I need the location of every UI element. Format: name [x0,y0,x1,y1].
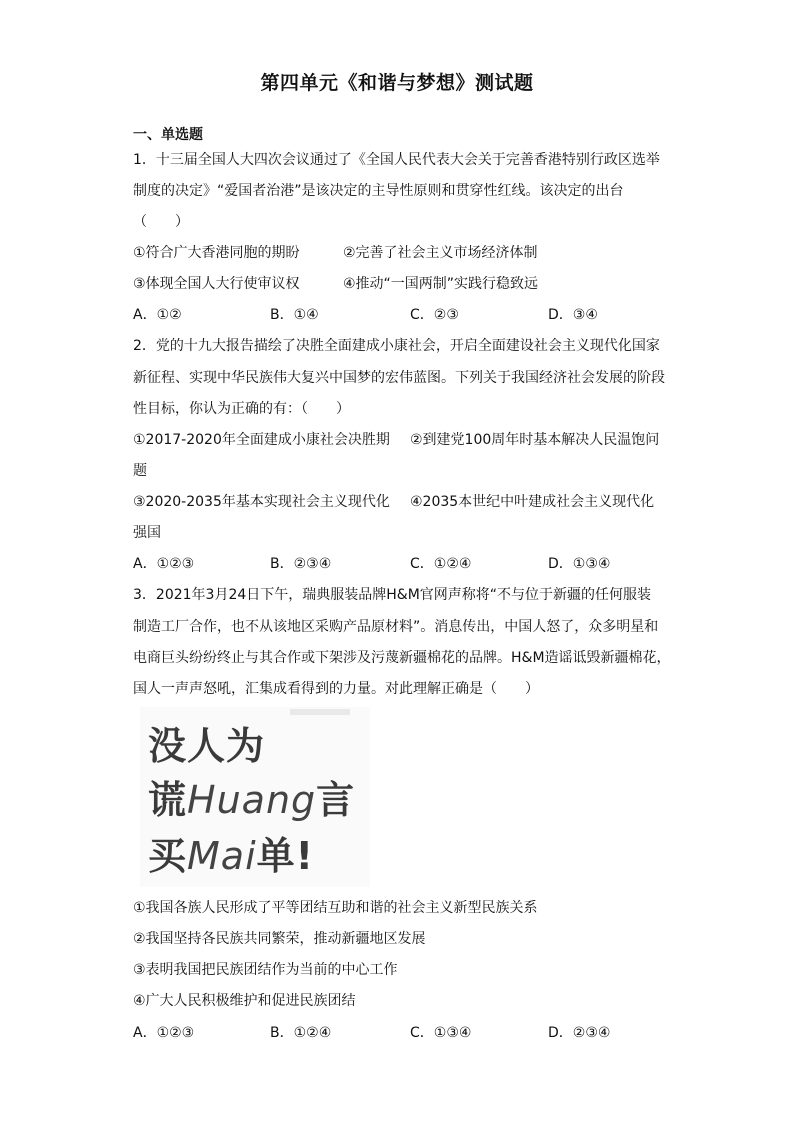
q2-choice-d: D．①③④ [548,556,611,572]
q2-choice-b: B．②③④ [270,556,332,572]
q1-item: ④推动“一国两制”实践行稳致远 [343,276,539,292]
section-heading: 一、单选题 [133,127,203,143]
q3-choice-a: A．①②③ [133,1025,195,1041]
q1-stem-line: （ ） [133,214,189,230]
slogan-line-2 [148,769,355,824]
slogan-line-3-latin: Mai [187,834,257,878]
q2-item: ④2035本世纪中叶建成社会主义现代化 [410,494,655,510]
image-smudge [290,709,350,715]
q1-item: ③体现全国人大行使审议权 [133,276,300,292]
q3-item: ①我国各族人民形成了平等团结互助和谐的社会主义新型民族关系 [133,900,538,916]
q3-choice-b: B．①②④ [270,1025,332,1041]
q2-item: ②到建党100周年时基本解决人民温饱问 [410,432,660,448]
q1-item: ②完善了社会主义市场经济体制 [343,245,538,261]
q1-choice-b: B．①④ [270,307,319,323]
q3-stem-line: 电商巨头纷纷终止与其合作或下架涉及污蔑新疆棉花的品牌。H&M造谣诋毁新疆棉花， [133,650,671,666]
q2-stem-line: 新征程、实现中华民族伟大复兴中国梦的宏伟蓝图。下列关于我国经济社会发展的阶段 [133,370,665,386]
q2-stem-line: 性目标，你认为正确的有：（ ） [133,401,350,417]
q3-stem-line: 国人一声声怒吼，汇集成看得到的力量。对此理解正确是（ ） [133,681,539,697]
q2-item-continuation: 题 [133,463,147,479]
slogan-line-1: 没人为 [148,724,266,768]
slogan-line-3-cn-1: 买 [148,834,188,878]
q1-choice-a: A．①② [133,307,182,323]
q2-choice-a: A．①②③ [133,556,195,572]
q3-item: ④广大人民积极维护和促进民族团结 [133,993,356,1009]
q2-choice-c: C．①②④ [410,556,472,572]
q1-choice-d: D．③④ [548,307,598,323]
q1-choice-c: C．②③ [410,307,459,323]
slogan-line-3 [148,825,314,880]
q3-choice-c: C．①③④ [410,1025,472,1041]
q3-choice-d: D．②③④ [548,1025,611,1041]
slogan-line-2-cn-2: 言 [316,778,356,822]
page-title: 第四单元《和谐与梦想》测试题 [260,72,534,94]
q3-item: ③表明我国把民族团结作为当前的中心工作 [133,962,398,978]
q2-stem-line: 2．党的十九大报告描绘了决胜全面建成小康社会，开启全面建设社会主义现代化国家 [133,338,660,354]
slogan-line-2-latin: Huang [187,778,317,822]
q1-item: ①符合广大香港同胞的期盼 [133,245,300,261]
q2-item: ①2017-2020年全面建成小康社会决胜期 [133,432,390,448]
q1-stem-line: 1．十三届全国人大四次会议通过了《全国人民代表大会关于完善香港特别行政区选举 [133,152,660,168]
slogan-line-3-cn-2: 单! [256,834,314,878]
slogan-line-2-cn-1: 谎 [148,778,188,822]
q2-item-continuation: 强国 [133,525,161,541]
q1-stem-line: 制度的决定》“爱国者治港”是该决定的主导性原则和贯穿性红线。该决定的出台 [133,183,624,199]
q3-stem-line: 制造工厂合作，也不从该地区采购产品原材料”。消息传出，中国人怒了，众多明星和 [133,619,659,635]
q3-stem-line: 3．2021年3月24日下午，瑞典服装品牌H&M官网声称将“不与位于新疆的任何服装 [133,587,652,603]
q2-item: ③2020-2035年基本实现社会主义现代化 [133,494,390,510]
q3-item: ②我国坚持各民族共同繁荣，推动新疆地区发展 [133,931,426,947]
slogan-image [140,707,370,887]
